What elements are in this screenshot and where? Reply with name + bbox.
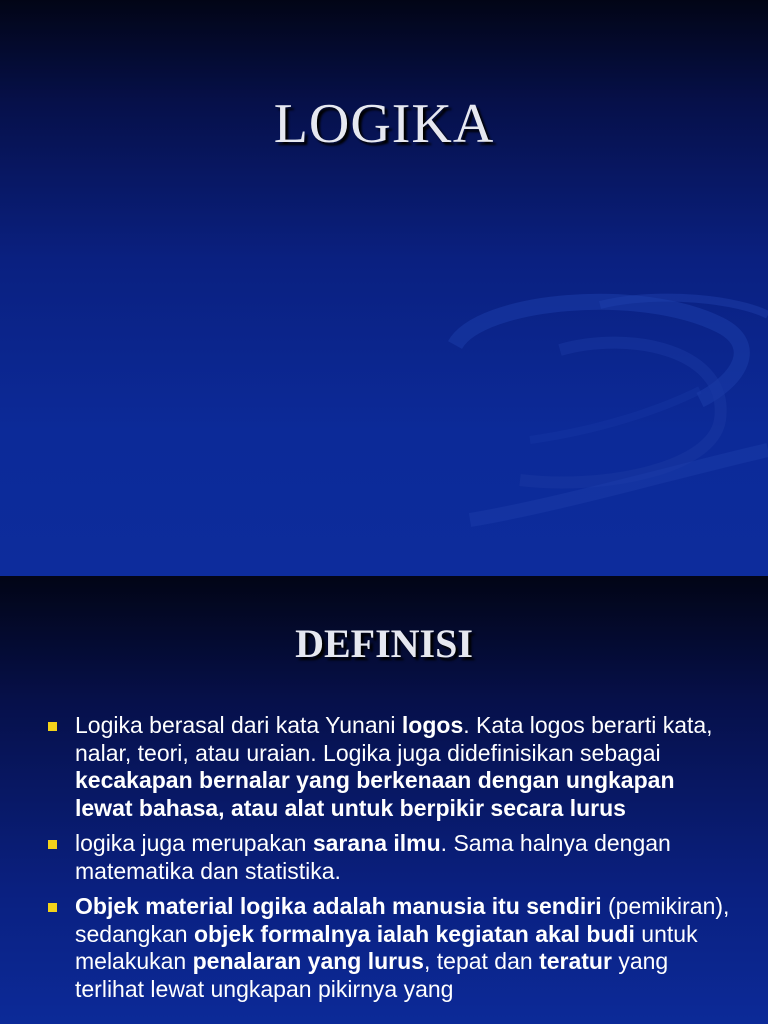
bullet-text: . Sama halnya dengan matematika dan statistika. <box>75 830 671 884</box>
bullet-text: . Kata logos berarti kata, nalar, teori, atau uraian. Logika juga didefinisikan sebagai <box>75 712 713 766</box>
bullet-square-icon <box>48 903 57 912</box>
bullet-list <box>46 712 736 1011</box>
bullet-text: logika juga merupakan <box>75 830 313 856</box>
bullet-text: Logika berasal dari kata Yunani <box>75 712 402 738</box>
bullet-item <box>46 830 736 885</box>
bullet-text-bold: Objek material logika adalah manusia itu sendiri <box>75 893 602 919</box>
bullet-item <box>46 712 736 822</box>
bullet-text-bold: logos <box>401 712 464 738</box>
bullet-text: , tepat dan <box>423 948 540 974</box>
slide-heading: DEFINISI <box>295 621 473 666</box>
bullet-text-bold: kecakapan bernalar yang berkenaan dengan ungkapan lewat bahasa, atau alat untuk berpikir secara lurus <box>75 767 675 821</box>
bullet-text-bold: sarana ilmu <box>312 830 441 856</box>
bullet-text-bold: objek formalnya ialah kegiatan akal budi <box>193 920 635 947</box>
bullet-square-icon <box>48 840 57 849</box>
bullet-text-bold: penalaran yang lurus <box>192 948 424 974</box>
bullet-text: (pemikiran), sedangkan <box>75 893 730 947</box>
bullet-text-bold: teratur <box>539 948 612 974</box>
slide-title-text: LOGIKA <box>273 93 495 155</box>
bullet-item <box>46 893 736 1003</box>
bullet-text: yang terlihat lewat ungkapan pikirnya yang <box>75 948 669 1002</box>
bullet-square-icon <box>48 722 57 731</box>
slide-definisi <box>0 576 768 1024</box>
bullet-text: untuk melakukan <box>75 920 698 974</box>
